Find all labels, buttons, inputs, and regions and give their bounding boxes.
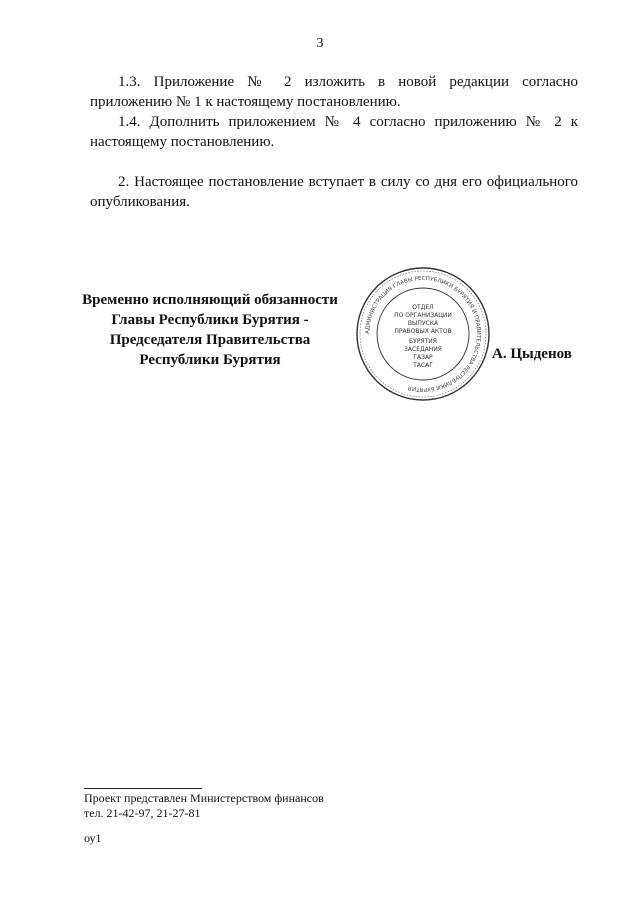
official-seal bbox=[354, 265, 492, 403]
signatory-title-line: Председателя Правительства bbox=[109, 332, 311, 348]
signatory-title-line: Республики Бурятия bbox=[139, 352, 281, 368]
seal-text: ПРАВОВЫХ АКТОВ bbox=[394, 328, 452, 335]
paragraph-1-4: 1.4. Дополнить приложением № 4 согласно приложению № 2 к настоящему постановлению. bbox=[90, 114, 578, 150]
seal-text: ОТДЕЛ bbox=[412, 304, 434, 311]
seal-text: ПО ОРГАНИЗАЦИИ bbox=[394, 312, 452, 319]
paragraph-1-3: 1.3. Приложение № 2 изложить в новой редакции согласно приложению № 1 к настоящему постановлению. bbox=[90, 74, 578, 110]
footer bbox=[84, 791, 324, 846]
footer-divider bbox=[84, 788, 202, 789]
seal-text: ВЫПУСКА bbox=[407, 320, 439, 327]
seal-text: БУРЯТИЯ bbox=[409, 338, 437, 345]
seal-text: ГАЗАР bbox=[413, 354, 433, 361]
signer-name: А. Цыденов bbox=[492, 346, 572, 362]
footer-code: оу1 bbox=[84, 831, 102, 845]
body-text bbox=[90, 72, 578, 212]
signatory-title bbox=[70, 290, 350, 370]
page-number: 3 bbox=[316, 36, 324, 51]
seal-text: ТАСАГ bbox=[413, 362, 433, 369]
seal-text: ЗАСЕДАНИЯ bbox=[404, 346, 442, 353]
signatory-title-line: Главы Республики Бурятия - bbox=[111, 312, 309, 328]
signatory-title-line: Временно исполняющий обязанности bbox=[82, 292, 338, 308]
footer-phone: тел. 21-42-97, 21-27-81 bbox=[84, 806, 201, 820]
seal-ring-text: АДМИНИСТРАЦИЯ ГЛАВЫ РЕСПУБЛИКИ БУРЯТИЯ И ПРАВИТЕЛЬСТВА РЕСПУБЛИКИ БУРЯТИЯ bbox=[364, 275, 482, 393]
paragraph-2: 2. Настоящее постановление вступает в силу со дня его официального опубликования. bbox=[90, 174, 578, 210]
footer-prepared-by: Проект представлен Министерством финансов bbox=[84, 791, 324, 805]
